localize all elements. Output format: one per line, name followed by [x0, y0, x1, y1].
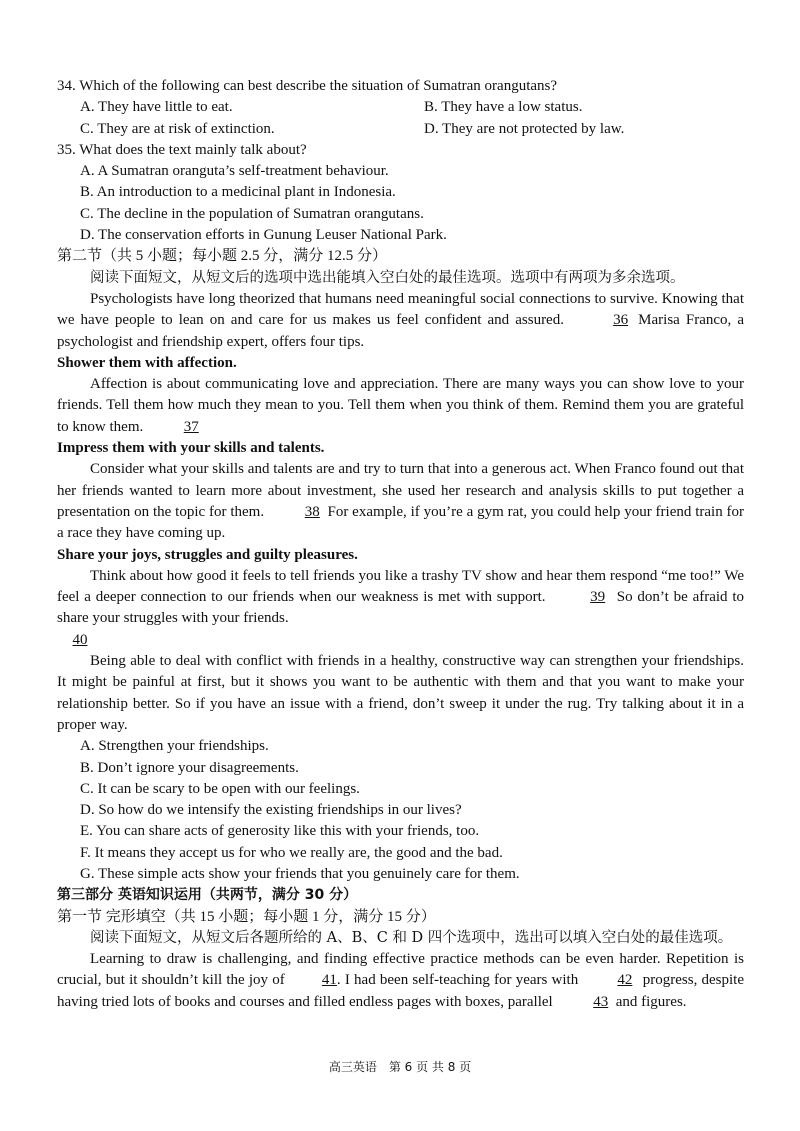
q35-stem: 35. What does the text mainly talk about?: [57, 141, 307, 158]
passage-paragraph-1: Psychologists have long theorized that humans need meaningful social connections to survive. Knowing that we have people to lean on and care for us makes us feel confident and assured. 36 Marisa Franco, a psychologist and friendship expert, offers four tips.: [57, 290, 745, 350]
passage-paragraph-4: Think about how good it feels to tell friends you like a trashy TV show and hear them respond “me too!” We feel a deeper connection to our friends when our weakness is met with support. 39 So don’t be afraid to share your struggles with your friends.: [57, 567, 745, 627]
answer-option-a: A. Strengthen your friendships.: [80, 738, 269, 755]
q34-option-c: C. They are at risk of extinction.: [80, 120, 275, 137]
blank-40[interactable]: 40: [72, 631, 88, 648]
q35-option-b: B. An introduction to a medicinal plant in Indonesia.: [80, 184, 396, 201]
q35-option-d: D. The conservation efforts in Gunung Leuser National Park.: [80, 227, 447, 244]
passage-paragraph-2: Affection is about communicating love and appreciation. There are many ways you can show love to your friends. Tell them how much they mean to you. Tell them when you think of them. Remind them you are grateful to know them. 37: [57, 374, 744, 438]
answer-option-b: B. Don’t ignore your disagreements.: [80, 759, 299, 776]
q35-option-a: A. A Sumatran oranguta’s self-treatment behaviour.: [80, 163, 389, 180]
answer-option-e: E. You can share acts of generosity like this with your friends, too.: [80, 823, 480, 840]
q35-option-c: C. The decline in the population of Sumatran orangutans.: [80, 205, 424, 222]
answer-option-c: C. It can be scary to be open with our feelings.: [80, 780, 360, 797]
q34-option-a: A. They have little to eat.: [80, 99, 233, 116]
answer-option-d: D. So how do we intensify the existing friendships in our lives?: [80, 802, 462, 819]
section2-instruction: 阅读下面短文，从短文后的选项中选出能填入空白处的最佳选项。选项中有两项为多余选项。: [90, 269, 685, 286]
q34-options-row2: [57, 119, 744, 140]
tip-heading-3: Share your joys, struggles and guilty pleasures.: [57, 546, 358, 563]
tip-heading-1: Shower them with affection.: [57, 354, 237, 371]
page-footer: 高三英语 第 6 页 共 8 页: [328, 1060, 472, 1074]
blank-39[interactable]: 39: [590, 589, 606, 606]
q34-options-row1: [57, 97, 744, 118]
passage-paragraph-5: Being able to deal with conflict with friends in a healthy, constructive way can strengthen your friendships. It might be painful at first, but it shows you want to be authentic with them and that you want to make your relationship better. So if you have an issue with a friend, don’t sweep it under the rug. Try talking about it in a proper way.: [57, 653, 744, 733]
blank-37[interactable]: 37: [183, 418, 199, 435]
q34-option-b: B. They have a low status.: [424, 99, 583, 116]
blank-38[interactable]: 38: [304, 503, 320, 520]
passage-paragraph-3: Consider what your skills and talents are and try to turn that into a generous act. When Franco found out that her friends wanted to learn more about investment, she used her research and analysis skills to put together a presentation on the topic for them. 38 For example, if you’re a gym rat, you could help your friend train for a race they have coming up.: [57, 461, 745, 542]
tip-heading-4-line: [57, 630, 744, 651]
answer-option-f: F. It means they accept us for who we really are, the good and the bad.: [80, 844, 503, 861]
part3-instruction: 阅读下面短文，从短文后各题所给的 A、B、C 和 D 四个选项中，选出可以填入空白处的最佳选项。: [90, 929, 733, 946]
tip-heading-2: Impress them with your skills and talents.: [57, 440, 325, 457]
q34-stem: 34. Which of the following can best describe the situation of Sumatran orangutans?: [57, 78, 558, 94]
part3-subheading: 第一节 完形填空（共 15 小题；每小题 1 分，满分 15 分）: [57, 908, 436, 925]
section2-heading: 第二节（共 5 小题；每小题 2.5 分，满分 12.5 分）: [57, 248, 388, 265]
part3-heading: 第三部分 英语知识运用（共两节，满分 30 分）: [57, 887, 358, 904]
answer-option-g: G. These simple acts show your friends that you genuinely care for them.: [80, 865, 520, 882]
blank-41[interactable]: 41: [321, 972, 337, 989]
cloze-paragraph-1: Learning to draw is challenging, and finding effective practice methods can be even harder. Repetition is crucial, but it shouldn’t kill the joy of 41. I had been self-teaching for years with 42 progress, despite having tried lots of books and courses and filled endless pages with boxes, parallel 43 and figures.: [57, 949, 744, 1013]
blank-42[interactable]: 42: [617, 972, 633, 989]
exam-page: [57, 76, 744, 1013]
blank-43[interactable]: 43: [593, 993, 609, 1010]
blank-36[interactable]: 36: [613, 312, 629, 329]
q34-option-d: D. They are not protected by law.: [424, 120, 625, 137]
